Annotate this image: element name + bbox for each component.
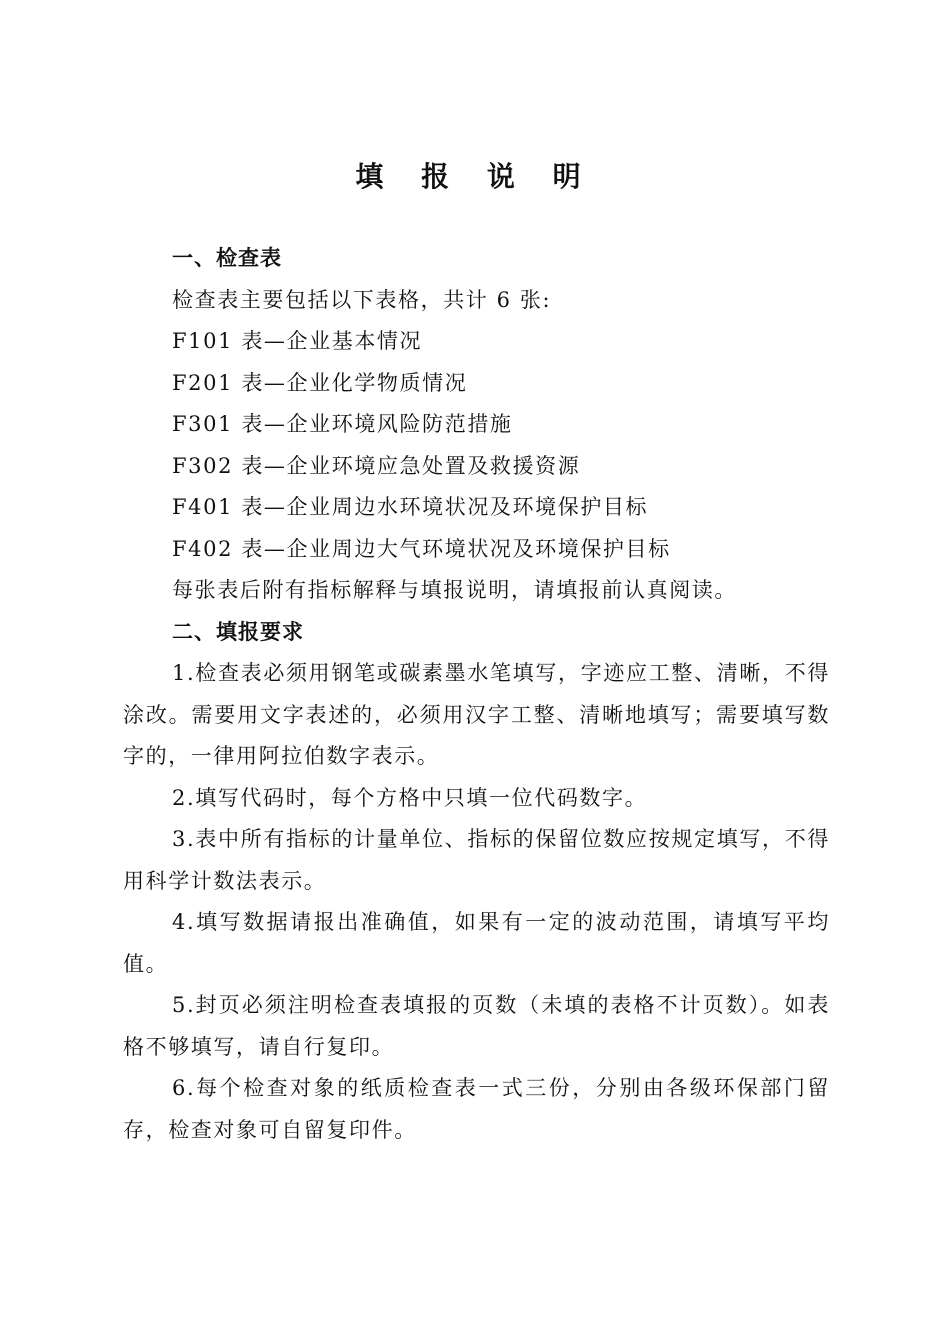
requirement-item: 1.检查表必须用钢笔或碳素墨水笔填写，字迹应工整、清晰，不得涂改。需要用文字表述的，必须用汉字工整、清晰地填写；需要填写数字的，一律用阿拉伯数字表示。 xyxy=(123,661,830,768)
section-heading-requirements: 二、填报要求 xyxy=(172,619,304,644)
requirement-item: 5.封页必须注明检查表填报的页数（未填的表格不计页数）。如表格不够填写，请自行复印。 xyxy=(123,993,830,1059)
checklist-intro: 检查表主要包括以下表格，共计 6 张: xyxy=(172,287,552,312)
table-list-item: F201 表—企业化学物质情况 xyxy=(172,370,468,395)
table-list-item: F401 表—企业周边水环境状况及环境保护目标 xyxy=(172,495,649,519)
section-heading-checklist: 一、检查表 xyxy=(172,246,282,270)
table-list-item: F302 表—企业环境应急处置及救援资源 xyxy=(172,453,581,478)
document-body xyxy=(123,238,830,1151)
table-list-item: F402 表—企业周边大气环境状况及环境保护目标 xyxy=(172,536,671,561)
table-list-item: F301 表—企业环境风险防范措施 xyxy=(172,412,513,436)
table-list-item: F101 表—企业基本情况 xyxy=(172,329,423,353)
page-title: 填 报 说 明 xyxy=(355,160,595,193)
requirement-item: 6.每个检查对象的纸质检查表一式三份，分别由各级环保部门留存，检查对象可自留复印件。 xyxy=(123,1076,830,1142)
requirement-item: 4.填写数据请报出准确值，如果有一定的波动范围，请填写平均值。 xyxy=(123,910,830,976)
checklist-note: 每张表后附有指标解释与填报说明，请填报前认真阅读。 xyxy=(172,578,737,602)
requirement-item: 3.表中所有指标的计量单位、指标的保留位数应按规定填写，不得用科学计数法表示。 xyxy=(123,827,830,893)
requirement-item: 2.填写代码时，每个方格中只填一位代码数字。 xyxy=(172,785,648,810)
